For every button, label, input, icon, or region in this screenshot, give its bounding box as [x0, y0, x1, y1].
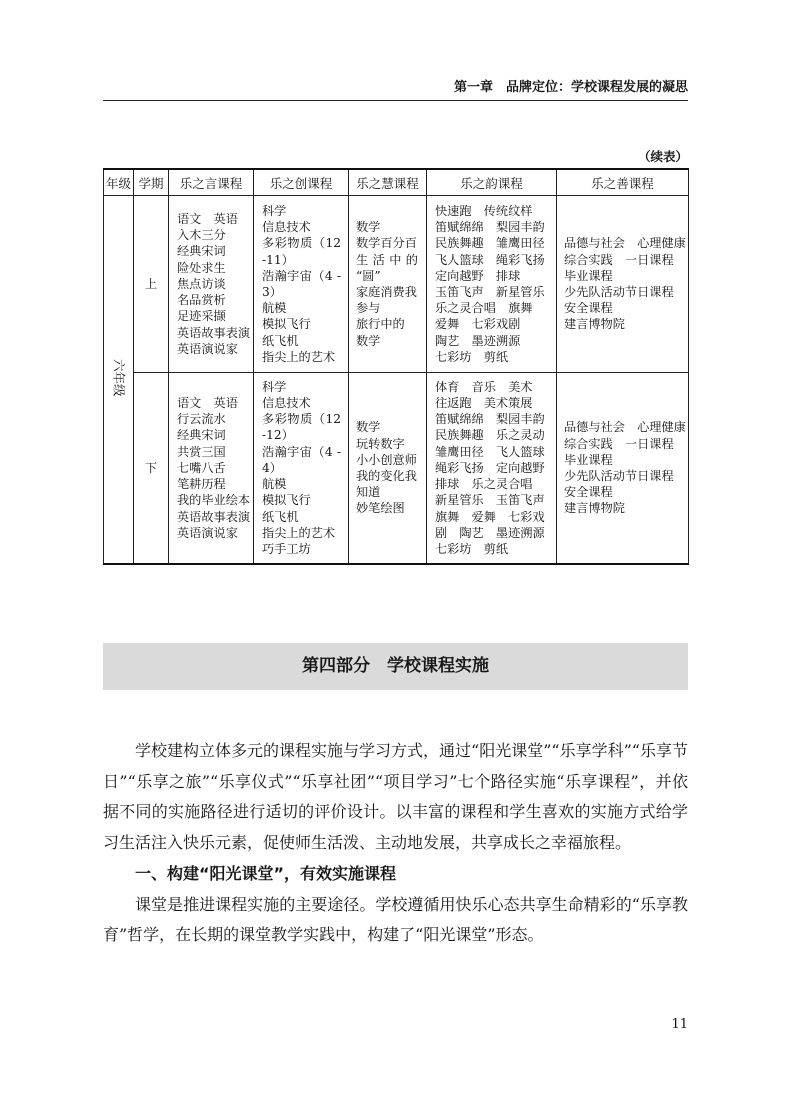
cell-line: 飞人篮球 绳彩飞扬: [435, 252, 545, 267]
cell-line: 民族舞趣 雏鹰田径: [435, 236, 545, 251]
cell-line: 航模: [262, 301, 287, 316]
subsection-heading: 一、构建“阳光课堂”，有效实施课程: [135, 863, 397, 883]
cell-line: -12）: [262, 428, 294, 443]
header-rule: [103, 100, 688, 101]
cell-line: 剧 陶艺 墨迹溯源: [435, 525, 545, 540]
term-cell: 下: [134, 373, 169, 565]
cell-line: 入木三分: [177, 228, 226, 243]
cell-line: 巧手工坊: [262, 541, 311, 556]
cell-line: 陶艺 墨迹溯源: [435, 333, 521, 348]
cell-line: 英语故事表演: [177, 509, 251, 524]
yan-courses-cell: [169, 196, 254, 373]
cell-line: 家庭消费我: [356, 285, 417, 299]
cell-line: 模拟飞行: [262, 493, 311, 508]
cell-line: 建言博物院: [564, 501, 625, 516]
cell-line: 七嘴八舌: [177, 460, 226, 475]
cell-line: 浩瀚宇宙（4 -: [262, 444, 341, 459]
cell-line: 安全课程: [564, 301, 613, 316]
cell-line: 乐之灵合唱 旗舞: [435, 301, 533, 316]
cell-line: 多彩物质（12: [262, 236, 341, 251]
cell-line: 我的变化我: [356, 469, 417, 483]
cell-line: 数学百分百: [356, 236, 417, 251]
shan-courses-cell: [557, 196, 689, 373]
grade-label: 六年级: [111, 358, 127, 397]
chuang-courses-cell: [254, 373, 349, 565]
cell-line: 快速跑 传统纹样: [435, 203, 533, 218]
cell-line: 妙笔绘图: [356, 501, 405, 516]
curriculum-table: [103, 168, 689, 565]
cell-line: 毕业课程: [564, 268, 613, 283]
cell-line: 爱舞 七彩戏剧: [435, 317, 521, 332]
running-header: 第一章 品牌定位：学校课程发展的凝思: [453, 80, 688, 95]
cell-line: 名品赏析: [177, 293, 226, 308]
cell-line: 英语故事表演: [177, 325, 251, 340]
cell-line: 科学: [262, 203, 287, 218]
cell-line: 旅行中的: [356, 317, 405, 332]
section-title-band: [103, 643, 688, 690]
cell-line: 小小创意师: [356, 452, 417, 467]
body-paragraph: 课堂是推进课程实施的主要途径。学校遵循用快乐心态共享生命精彩的“乐享教育”哲学，在长期的课堂教学实践中，构建了“阳光课堂”形态。: [103, 894, 688, 945]
cell-line: 信息技术: [262, 396, 311, 411]
cell-line: 定向越野 排球: [435, 268, 521, 283]
cell-line: 经典宋词: [177, 244, 226, 259]
cell-line: 雏鹰田径 飞人篮球: [435, 444, 545, 459]
header-shan: 乐之善课程: [557, 169, 689, 196]
cell-line: 七彩坊 剪纸: [435, 541, 509, 556]
cell-line: 纸飞机: [262, 333, 299, 348]
cell-line: “圆”: [356, 268, 381, 283]
table-row-term-first: [104, 196, 689, 373]
cell-line: 民族舞趣 乐之灵动: [435, 428, 545, 443]
cell-line: 我的毕业绘本: [177, 493, 251, 508]
intro-paragraph: 学校建构立体多元的课程实施与学习方式，通过“阳光课堂”“乐享学科”“乐享节日”“乐享之旅”“乐享仪式”“乐享社团”“项目学习”七个路径实施“乐享课程”，并依据不同的实施路径进行适切的评价设计。以丰富的课程和学生喜欢的实施方式给学习生活注入快乐元素，促使师生活泼、主动地发展，共享成长之幸福旅程。: [103, 741, 688, 853]
cell-line: 信息技术: [262, 220, 311, 235]
cell-line: 科学: [262, 379, 287, 394]
cell-line: 浩瀚宇宙（4 -: [262, 268, 341, 283]
cell-line: 知道: [356, 485, 381, 500]
cell-line: 4）: [262, 460, 282, 475]
cell-line: 品德与社会 心理健康: [564, 236, 686, 251]
yun-courses-cell: [427, 196, 557, 373]
yan-courses-cell: [169, 373, 254, 565]
cell-line: 绳彩飞扬 定向越野: [435, 460, 545, 475]
cell-line: 指尖上的艺术: [262, 349, 336, 364]
table-header-row: [104, 169, 689, 196]
table-head: [104, 169, 689, 196]
section-title: 第四部分 学校课程实施: [302, 656, 489, 676]
cell-line: 数学: [356, 333, 381, 348]
cell-line: 建言博物院: [564, 317, 625, 332]
table-body: [104, 196, 689, 565]
header-yan: 乐之言课程: [169, 169, 254, 196]
cell-line: 新星管乐 玉笛飞声: [435, 493, 545, 508]
cell-line: 笛赋绵绵 梨园丰韵: [435, 220, 545, 235]
table-row-term-second: [104, 373, 689, 565]
cell-line: 航模: [262, 477, 287, 492]
shan-courses-cell: [557, 373, 689, 565]
cell-line: 综合实践 一日课程: [564, 252, 674, 267]
cell-line: 参与: [356, 301, 381, 316]
cell-line: 共赏三国: [177, 444, 226, 459]
cell-line: 数学: [356, 420, 381, 435]
cell-line: 经典宋词: [177, 428, 226, 443]
header-chuang: 乐之创课程: [254, 169, 349, 196]
cell-line: 综合实践 一日课程: [564, 436, 674, 451]
cell-line: 足迹采撷: [177, 309, 226, 324]
cell-line: 英语演说家: [177, 525, 238, 540]
page-number: 11: [671, 1017, 688, 1032]
cell-line: 险处求生: [177, 260, 226, 275]
chuang-courses-cell: [254, 196, 349, 373]
cell-line: 模拟飞行: [262, 317, 311, 332]
cell-line: 笔耕历程: [177, 477, 226, 492]
header-yun: 乐之韵课程: [427, 169, 557, 196]
cell-line: 安全课程: [564, 485, 613, 500]
yun-courses-cell: [427, 373, 557, 565]
cell-line: 生活中的: [356, 252, 418, 267]
cell-line: 品德与社会 心理健康: [564, 420, 686, 435]
header-grade: 年级: [104, 169, 134, 196]
cell-line: 体育 音乐 美术: [435, 379, 533, 394]
grade-cell: [104, 196, 134, 565]
cell-line: 指尖上的艺术: [262, 525, 336, 540]
cell-line: 少先队活动节日课程: [564, 469, 674, 483]
header-hui: 乐之慧课程: [349, 169, 427, 196]
cell-line: 排球 乐之灵合唱: [435, 477, 533, 492]
hui-courses-cell: [349, 373, 427, 565]
cell-line: 焦点访谈: [177, 276, 226, 291]
hui-courses-cell: [349, 196, 427, 373]
header-term: 学期: [134, 169, 169, 196]
body-text: [103, 736, 688, 951]
cell-line: 语文 英语: [177, 212, 238, 227]
cell-line: 3）: [262, 285, 282, 299]
cell-line: 七彩坊 剪纸: [435, 349, 509, 364]
cell-line: 行云流水: [177, 412, 226, 427]
table-continued-label: （续表）: [637, 149, 688, 164]
cell-line: 英语演说家: [177, 341, 238, 356]
cell-line: 少先队活动节日课程: [564, 285, 674, 299]
cell-line: 往返跑 美术策展: [435, 396, 533, 411]
cell-line: 玉笛飞声 新星管乐: [435, 285, 545, 299]
term-cell: 上: [134, 196, 169, 373]
cell-line: 数学: [356, 220, 381, 235]
cell-line: 纸飞机: [262, 509, 299, 524]
cell-line: 笛赋绵绵 梨园丰韵: [435, 412, 545, 427]
cell-line: 语文 英语: [177, 396, 238, 411]
cell-line: 玩转数字: [356, 436, 405, 451]
cell-line: 毕业课程: [564, 452, 613, 467]
cell-line: 旗舞 爱舞 七彩戏: [435, 509, 545, 524]
cell-line: 多彩物质（12: [262, 412, 341, 427]
cell-line: -11）: [262, 252, 294, 267]
